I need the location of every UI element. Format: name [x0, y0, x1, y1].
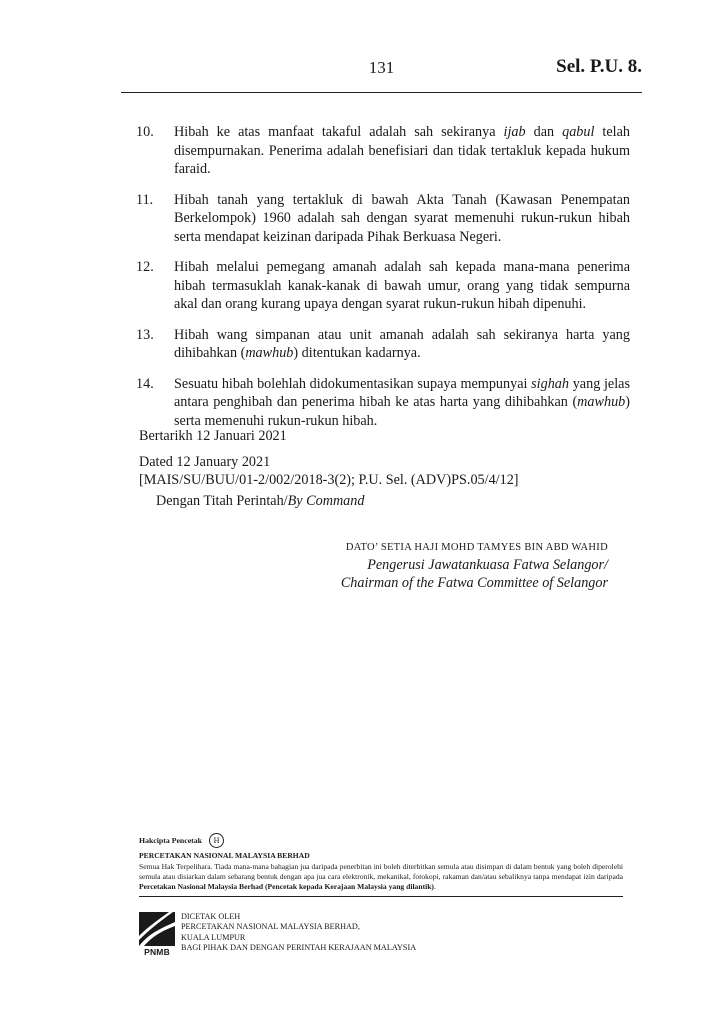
- clause-item: [136, 123, 630, 179]
- copyright-h-badge-icon: H: [209, 833, 224, 848]
- clause-item: [136, 375, 630, 431]
- clause-segment: Hibah ke atas manfaat takaful adalah sah sekiranya: [174, 124, 504, 140]
- copyright-notice: [139, 833, 623, 897]
- clause-list: [136, 123, 630, 442]
- printer-line: BAGI PIHAK DAN DENGAN PERINTAH KERAJAAN MALAYSIA: [181, 943, 417, 953]
- clause-segment: telah disempurnakan. Penerima adalah benefisiari dan tidak tertakluk kepada hukum faraid.: [174, 124, 630, 177]
- clause-italic-term: mawhub: [245, 345, 294, 361]
- date-english: Dated 12 January 2021: [139, 454, 271, 470]
- copyright-heading: Hakcipta Pencetak: [139, 835, 203, 845]
- clause-text: [174, 123, 630, 179]
- copyright-body-text: Semua Hak Terpelihara. Tiada mana-mana bahagian jua daripada penerbitan ini boleh diterbitkan semula atau disimpan di dalam bentuk yang boleh diperolehi semula atau disiarkan dalam sebarang bentuk dengan apa jua cara elektronik, mekanikal, fotokopi, rakaman dan/atau sebaliknya tanpa mendapat izin daripada: [139, 862, 623, 881]
- copyright-body-end: .: [433, 882, 436, 891]
- copyright-body-bold: Percetakan Nasional Malaysia Berhad (Pencetak kepada Kerajaan Malaysia yang dilantik): [139, 882, 434, 891]
- page-header: [121, 56, 642, 93]
- page-number: 131: [368, 58, 395, 77]
- clause-italic-term: mawhub: [577, 394, 626, 410]
- copyright-divider: [139, 896, 623, 897]
- clause-text: [174, 258, 630, 314]
- clause-text: [174, 191, 630, 247]
- clause-italic-term: sighah: [531, 375, 569, 392]
- printer-block: [139, 912, 416, 957]
- printer-line: PERCETAKAN NASIONAL MALAYSIA BERHAD,: [181, 922, 360, 932]
- command-line: [156, 493, 364, 510]
- clause-number: 13.: [136, 326, 154, 343]
- clause-number: 12.: [136, 259, 154, 275]
- clause-number: 14.: [136, 375, 154, 392]
- pnmb-logo-text: PNMB: [144, 947, 170, 957]
- clause-text: [174, 326, 630, 363]
- copyright-heading-row: [139, 833, 623, 848]
- command-english: By Command: [287, 493, 365, 509]
- clause-italic-term: qabul: [562, 124, 595, 140]
- printer-line: KUALA LUMPUR: [181, 932, 246, 942]
- clause-segment: ) serta memenuhi rukun-rukun hibah.: [174, 394, 630, 429]
- clause-number: 10.: [136, 124, 154, 140]
- pnmb-logo-icon: [139, 912, 175, 946]
- clause-item: [136, 258, 630, 314]
- printer-line: DICETAK OLEH: [181, 912, 241, 921]
- signatory-name: DATO’ SETIA HAJI MOHD TAMYES BIN ABD WAHID: [345, 542, 608, 553]
- clause-italic-term: ijab: [503, 124, 526, 140]
- clause-segment: dan: [525, 124, 563, 140]
- clause-segment: Hibah tanah yang tertakluk di bawah Akta Tanah (Kawasan Penempatan Berkelompok) 1960 adalah sah dengan syarat memenuhi rukun-rukun hibah serta mendapat keizinan daripada Pihak Berkuasa Negeri.: [174, 191, 630, 245]
- signature-block: [341, 542, 608, 592]
- reference-number: [MAIS/SU/BUU/01-2/002/2018-3(2); P.U. Sel. (ADV)PS.05/4/12]: [139, 472, 519, 488]
- printer-lines: [181, 912, 416, 957]
- command-malay: Dengan Titah Perintah/: [156, 493, 288, 509]
- gazette-reference: Sel. P.U. 8.: [556, 56, 642, 77]
- clause-item: [136, 191, 630, 247]
- clause-segment: yang jelas antara penghibah dan penerima hibah ke atas harta yang dihibahkan (: [174, 375, 630, 410]
- clause-segment: Sesuatu hibah bolehlah didokumentasikan supaya mempunyai: [174, 375, 532, 392]
- copyright-body: [139, 862, 623, 892]
- date-malay: Bertarikh 12 Januari 2021: [139, 428, 287, 444]
- clause-number: 11.: [136, 191, 154, 208]
- clause-item: [136, 326, 630, 363]
- signatory-title-english: Chairman of the Fatwa Committee of Selangor: [340, 575, 608, 591]
- copyright-company: PERCETAKAN NASIONAL MALAYSIA BERHAD: [139, 851, 310, 860]
- clause-segment: Hibah wang simpanan atau unit amanah adalah sah sekiranya harta yang dihibahkan (: [174, 326, 630, 361]
- clause-text: [174, 375, 630, 431]
- clause-segment: Hibah melalui pemegang amanah adalah sah kepada mana-mana penerima hibah termasuklah kanak-kanak di bawah umur, orang yang tidak sempurna akal dan orang kurang upaya dengan syarat rukun-rukun hibah dipenuhi.: [174, 259, 630, 312]
- signatory-title-malay: Pengerusi Jawatankuasa Fatwa Selangor/: [367, 557, 608, 573]
- pnmb-logo: [139, 912, 175, 957]
- date-block: [139, 427, 519, 489]
- clause-segment: ) ditentukan kadarnya.: [293, 345, 421, 361]
